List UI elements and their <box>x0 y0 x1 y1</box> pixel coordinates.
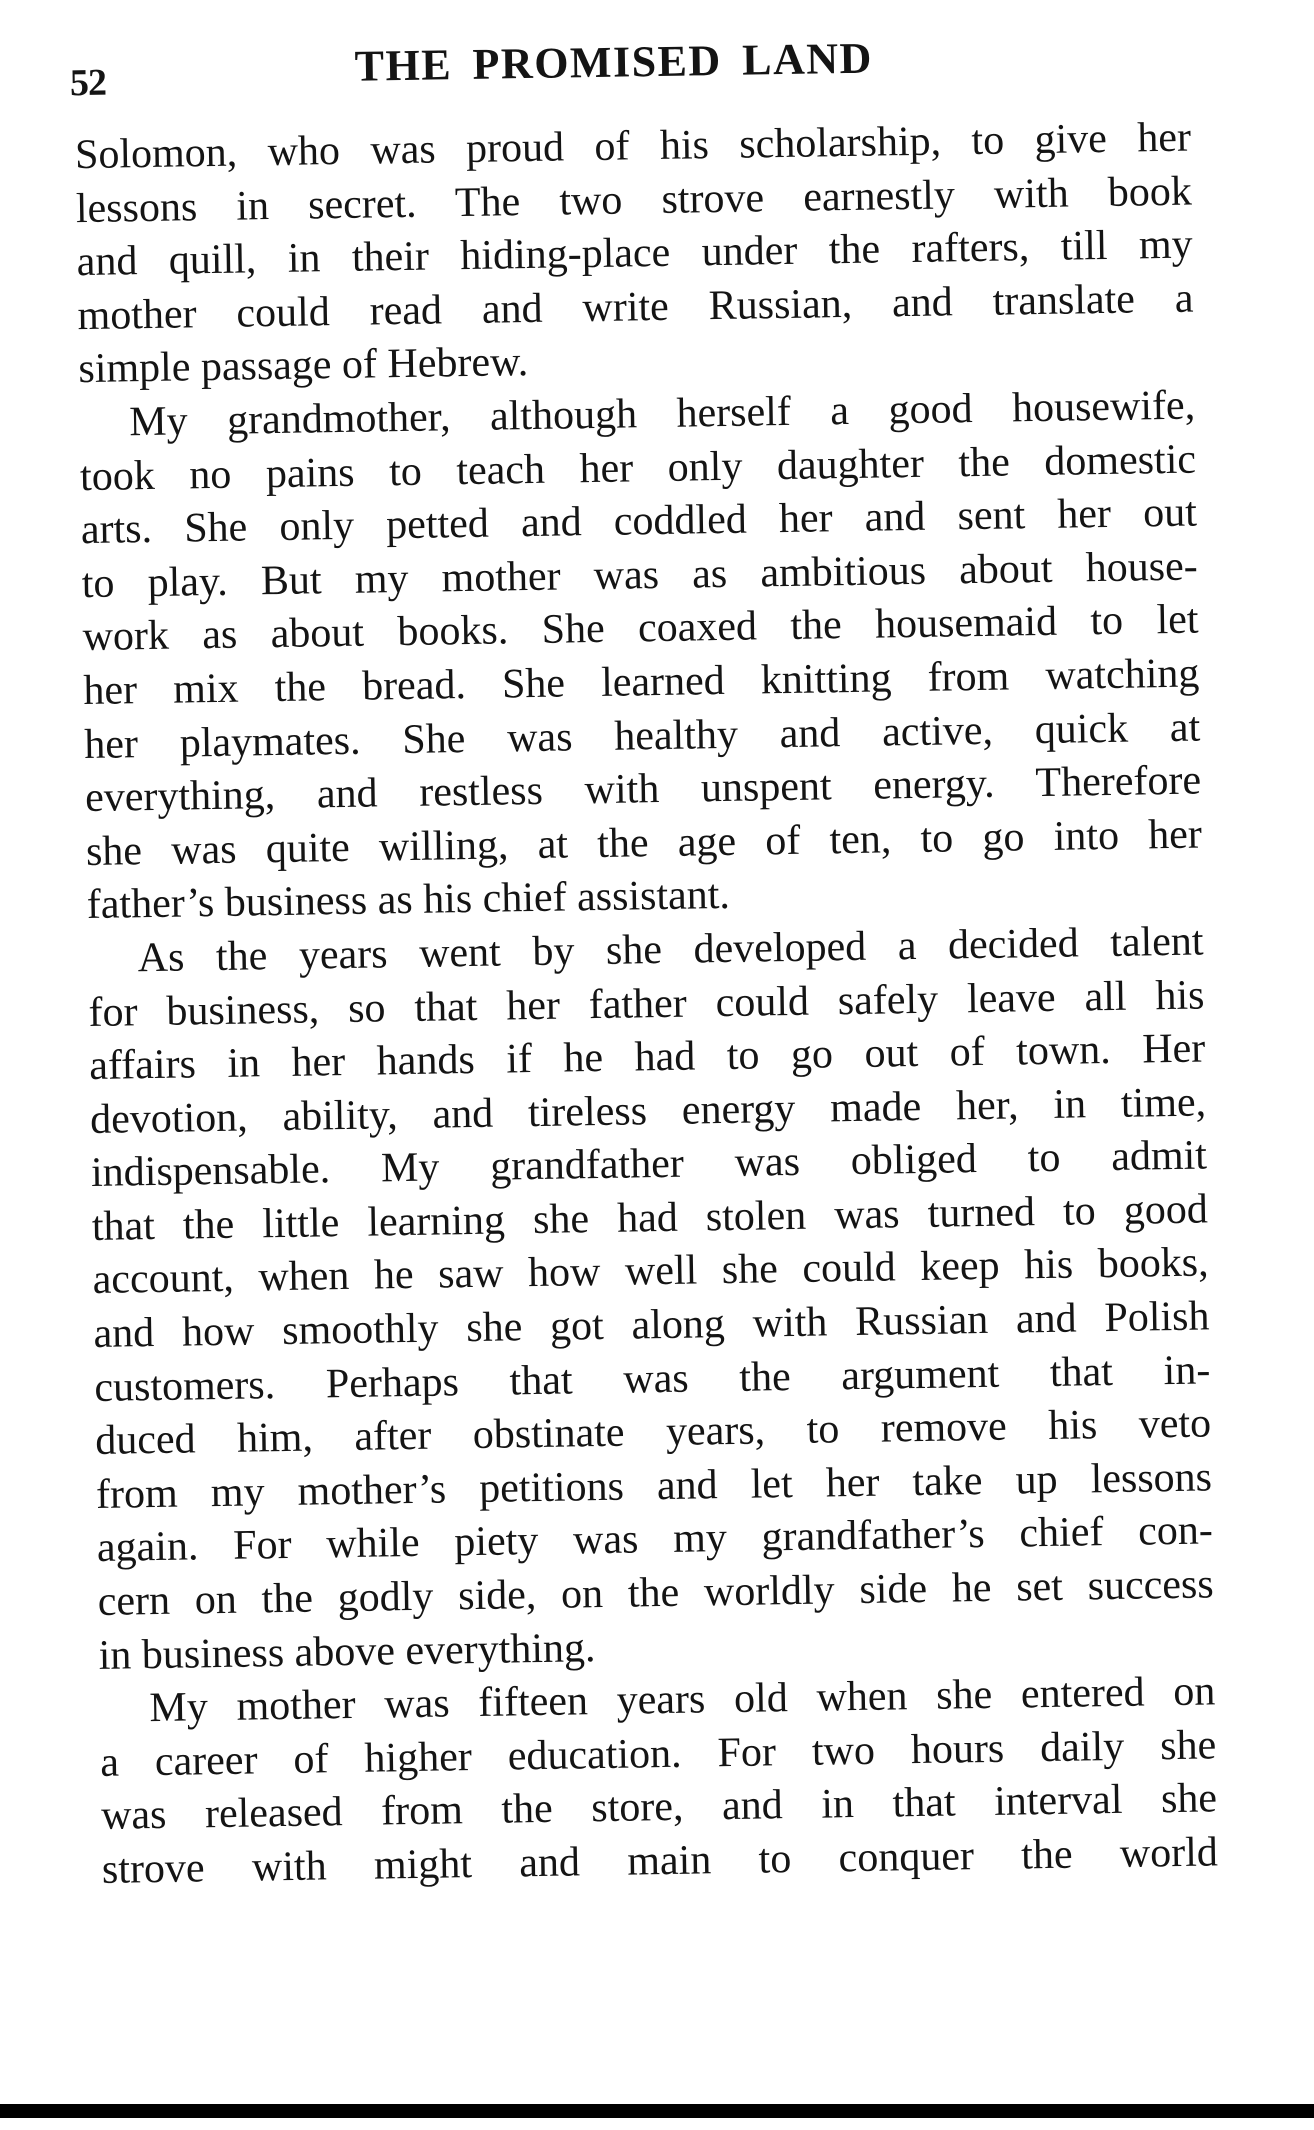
body-text <box>75 112 1219 1898</box>
text-line: and quill, in their hiding-place under the rafters, till my <box>76 221 1193 286</box>
page-number: 52 <box>69 61 107 105</box>
text-line: in business above everything. <box>98 1624 596 1679</box>
text-line: affairs in her hands if he had to go out of town. Her <box>88 1025 1206 1090</box>
text-line: her playmates. She was healthy and active, quick at <box>83 704 1201 768</box>
text-line: she was quite willing, at the age of ten, to go into her <box>85 811 1203 875</box>
paragraph <box>79 380 1203 933</box>
text-line: her mix the bread. She learned knitting from watching <box>83 650 1200 714</box>
text-line: arts. She only petted and coddled her and sent her out <box>80 489 1198 554</box>
text-line: devotion, ability, and tireless energy made her, in time, <box>89 1079 1207 1143</box>
text-line: Solomon, who was proud of his scholarship, to give her <box>74 114 1192 179</box>
paragraph <box>87 915 1215 1683</box>
paragraph <box>99 1666 1218 1898</box>
text-line: father’s business as his chief assistant. <box>86 872 731 929</box>
text-line: took no pains to teach her only daughter the domestic <box>79 436 1197 500</box>
text-line: cern on the godly side, on the worldly side he set success <box>97 1561 1214 1625</box>
running-title: THE PROMISED LAND <box>354 33 874 91</box>
text-line: lessons in secret. The two strove earnestly with book <box>75 168 1193 232</box>
text-line: a career of higher education. For two hours daily she <box>99 1722 1217 1786</box>
text-line: mother could read and write Russian, and translate a <box>77 275 1194 339</box>
text-line: that the little learning she had stolen was turned to good <box>91 1186 1209 1250</box>
paragraph <box>75 112 1195 397</box>
text-line: from my mother’s petitions and let her take up lessons <box>95 1454 1213 1518</box>
text-line: My grandmother, although herself a good housewife, <box>128 382 1196 446</box>
text-line: strove with might and main to conquer the world <box>101 1829 1219 1893</box>
text-line: and how smoothly she got along with Russian and Polish <box>93 1293 1210 1358</box>
text-line: As the years went by she developed a decided talent <box>137 918 1204 982</box>
text-line: work as about books. She coaxed the housemaid to let <box>82 596 1199 661</box>
page-header <box>69 24 1190 105</box>
text-line: simple passage of Hebrew. <box>78 339 529 393</box>
text-line: to play. But my mother was as ambitious about house- <box>81 543 1198 607</box>
text-line: customers. Perhaps that was the argument that in- <box>94 1347 1211 1411</box>
text-line: My mother was fifteen years old when she entered on <box>149 1668 1216 1732</box>
text-line: was released from the store, and in that interval she <box>100 1775 1218 1840</box>
scan-bottom-border <box>0 2104 1314 2118</box>
text-line: everything, and restless with unspent energy. Therefore <box>84 757 1202 822</box>
text-line: duced him, after obstinate years, to remove his veto <box>94 1400 1212 1465</box>
text-line: again. For while piety was my grandfather’s chief con- <box>96 1507 1214 1572</box>
text-line: account, when he saw how well she could keep his books, <box>92 1239 1209 1304</box>
text-line: indispensable. My grandfather was obliged to admit <box>90 1132 1208 1197</box>
text-line: for business, so that her father could safely leave all his <box>88 971 1205 1036</box>
